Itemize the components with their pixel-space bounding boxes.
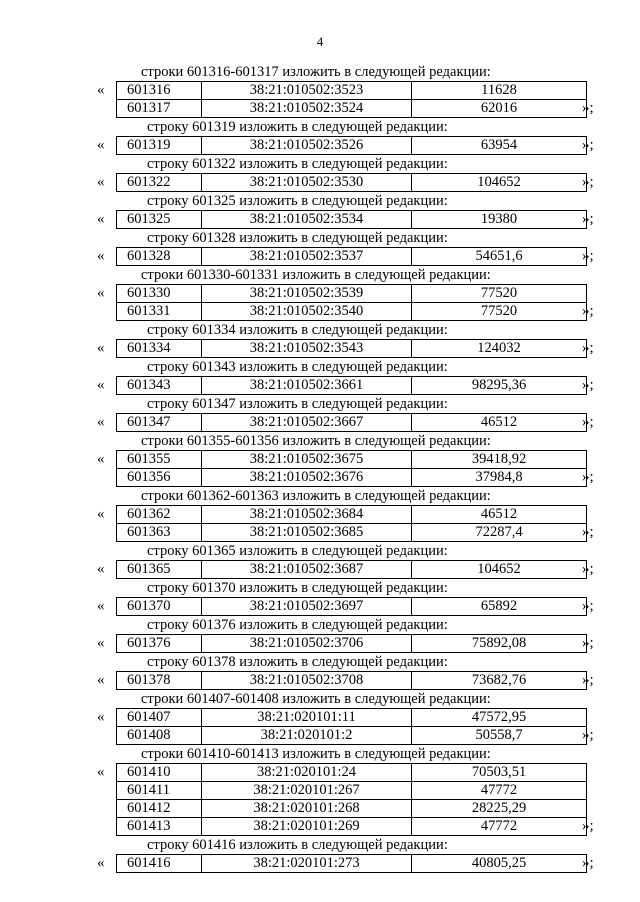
amendment-heading: строки 601316-601317 изложить в следующей редакции: xyxy=(141,64,491,80)
row-number-cell: 601416 xyxy=(117,855,202,873)
opening-quote: « xyxy=(97,635,105,651)
amendment-block xyxy=(0,119,640,155)
row-number-cell: 601319 xyxy=(117,137,202,155)
amendment-heading: строку 601365 изложить в следующей редакции: xyxy=(147,543,448,559)
amendment-heading: строки 601355-601356 изложить в следующей редакции: xyxy=(141,433,491,449)
amendment-block xyxy=(0,746,640,836)
amendment-table-wrapper xyxy=(97,763,594,836)
cadastral-number-cell: 38:21:010502:3537 xyxy=(202,248,412,266)
amendment-table xyxy=(116,173,587,192)
amendment-table xyxy=(116,671,587,690)
table-row xyxy=(117,598,587,616)
amendment-table-wrapper xyxy=(97,671,594,690)
row-number-cell: 601413 xyxy=(117,818,202,836)
row-number-cell: 601325 xyxy=(117,211,202,229)
opening-quote: « xyxy=(97,506,105,522)
amendment-heading: строку 601378 изложить в следующей редакции: xyxy=(147,654,448,670)
closing-quote: »; xyxy=(582,414,594,430)
amendment-table xyxy=(116,560,587,579)
amendment-block xyxy=(0,193,640,229)
amendment-table xyxy=(116,854,587,873)
row-number-cell: 601362 xyxy=(117,506,202,524)
table-row xyxy=(117,211,587,229)
row-number-cell: 601328 xyxy=(117,248,202,266)
amendment-table xyxy=(116,450,587,487)
amendment-block xyxy=(0,64,640,118)
table-row xyxy=(117,709,587,727)
amendment-table xyxy=(116,763,587,836)
row-number-cell: 601408 xyxy=(117,727,202,745)
row-number-cell: 601331 xyxy=(117,303,202,321)
value-cell: 73682,76 xyxy=(412,672,587,690)
table-row xyxy=(117,303,587,321)
amendment-block xyxy=(0,267,640,321)
closing-quote: »; xyxy=(582,672,594,688)
table-row xyxy=(117,340,587,358)
value-cell: 19380 xyxy=(412,211,587,229)
amendment-heading: строку 601325 изложить в следующей редакции: xyxy=(147,193,448,209)
value-cell: 37984,8 xyxy=(412,469,587,487)
cadastral-number-cell: 38:21:010502:3697 xyxy=(202,598,412,616)
value-cell: 77520 xyxy=(412,303,587,321)
opening-quote: « xyxy=(97,451,105,467)
row-number-cell: 601334 xyxy=(117,340,202,358)
value-cell: 47772 xyxy=(412,818,587,836)
amendment-block xyxy=(0,543,640,579)
amendment-table-wrapper xyxy=(97,505,594,542)
closing-quote: »; xyxy=(582,303,594,319)
table-row xyxy=(117,377,587,395)
table-row xyxy=(117,782,587,800)
value-cell: 104652 xyxy=(412,561,587,579)
row-number-cell: 601347 xyxy=(117,414,202,432)
cadastral-number-cell: 38:21:010502:3667 xyxy=(202,414,412,432)
amendment-heading: строку 601322 изложить в следующей редакции: xyxy=(147,156,448,172)
row-number-cell: 601317 xyxy=(117,100,202,118)
value-cell: 46512 xyxy=(412,414,587,432)
table-row xyxy=(117,248,587,266)
value-cell: 75892,08 xyxy=(412,635,587,653)
row-number-cell: 601376 xyxy=(117,635,202,653)
document-body xyxy=(0,63,640,873)
amendment-heading: строки 601407-601408 изложить в следующей редакции: xyxy=(141,691,491,707)
row-number-cell: 601410 xyxy=(117,764,202,782)
value-cell: 62016 xyxy=(412,100,587,118)
row-number-cell: 601370 xyxy=(117,598,202,616)
value-cell: 47572,95 xyxy=(412,709,587,727)
table-row xyxy=(117,469,587,487)
table-row xyxy=(117,635,587,653)
amendment-table-wrapper xyxy=(97,450,594,487)
table-row xyxy=(117,818,587,836)
amendment-block xyxy=(0,654,640,690)
opening-quote: « xyxy=(97,709,105,725)
amendment-table-wrapper xyxy=(97,173,594,192)
table-row xyxy=(117,82,587,100)
value-cell: 77520 xyxy=(412,285,587,303)
amendment-block xyxy=(0,359,640,395)
amendment-table xyxy=(116,505,587,542)
closing-quote: »; xyxy=(582,248,594,264)
amendment-table xyxy=(116,634,587,653)
page-number: 4 xyxy=(316,34,324,49)
amendment-table-wrapper xyxy=(97,634,594,653)
opening-quote: « xyxy=(97,248,105,264)
opening-quote: « xyxy=(97,174,105,190)
value-cell: 47772 xyxy=(412,782,587,800)
amendment-table xyxy=(116,210,587,229)
closing-quote: »; xyxy=(582,524,594,540)
cadastral-number-cell: 38:21:020101:24 xyxy=(202,764,412,782)
cadastral-number-cell: 38:21:020101:11 xyxy=(202,709,412,727)
amendment-table-wrapper xyxy=(97,854,594,873)
amendment-table-wrapper xyxy=(97,81,594,118)
closing-quote: »; xyxy=(582,211,594,227)
row-number-cell: 601322 xyxy=(117,174,202,192)
opening-quote: « xyxy=(97,137,105,153)
value-cell: 54651,6 xyxy=(412,248,587,266)
opening-quote: « xyxy=(97,764,105,780)
amendment-heading: строки 601362-601363 изложить в следующей редакции: xyxy=(141,488,491,504)
cadastral-number-cell: 38:21:010502:3540 xyxy=(202,303,412,321)
opening-quote: « xyxy=(97,598,105,614)
table-row xyxy=(117,414,587,432)
amendment-block xyxy=(0,433,640,487)
opening-quote: « xyxy=(97,672,105,688)
value-cell: 40805,25 xyxy=(412,855,587,873)
amendment-heading: строку 601416 изложить в следующей редакции: xyxy=(147,837,448,853)
closing-quote: »; xyxy=(582,469,594,485)
table-row xyxy=(117,800,587,818)
closing-quote: »; xyxy=(582,635,594,651)
amendment-table-wrapper xyxy=(97,339,594,358)
amendment-table-wrapper xyxy=(97,708,594,745)
cadastral-number-cell: 38:21:010502:3524 xyxy=(202,100,412,118)
amendment-block xyxy=(0,580,640,616)
amendment-table-wrapper xyxy=(97,376,594,395)
cadastral-number-cell: 38:21:010502:3526 xyxy=(202,137,412,155)
value-cell: 104652 xyxy=(412,174,587,192)
cadastral-number-cell: 38:21:010502:3543 xyxy=(202,340,412,358)
amendment-table xyxy=(116,284,587,321)
table-row xyxy=(117,137,587,155)
amendment-table xyxy=(116,708,587,745)
amendment-block xyxy=(0,488,640,542)
closing-quote: »; xyxy=(582,818,594,834)
table-row xyxy=(117,727,587,745)
amendment-heading: строки 601410-601413 изложить в следующей редакции: xyxy=(141,746,491,762)
cadastral-number-cell: 38:21:020101:273 xyxy=(202,855,412,873)
amendment-block xyxy=(0,617,640,653)
amendment-heading: строку 601343 изложить в следующей редакции: xyxy=(147,359,448,375)
value-cell: 72287,4 xyxy=(412,524,587,542)
value-cell: 11628 xyxy=(412,82,587,100)
amendment-table xyxy=(116,339,587,358)
closing-quote: »; xyxy=(582,340,594,356)
amendment-heading: строку 601347 изложить в следующей редакции: xyxy=(147,396,448,412)
amendment-block xyxy=(0,230,640,266)
amendment-block xyxy=(0,396,640,432)
table-row xyxy=(117,451,587,469)
closing-quote: »; xyxy=(582,137,594,153)
row-number-cell: 601330 xyxy=(117,285,202,303)
amendment-table-wrapper xyxy=(97,136,594,155)
amendment-heading: строки 601330-601331 изложить в следующей редакции: xyxy=(141,267,491,283)
amendment-table-wrapper xyxy=(97,560,594,579)
cadastral-number-cell: 38:21:010502:3706 xyxy=(202,635,412,653)
value-cell: 98295,36 xyxy=(412,377,587,395)
row-number-cell: 601343 xyxy=(117,377,202,395)
value-cell: 46512 xyxy=(412,506,587,524)
row-number-cell: 601363 xyxy=(117,524,202,542)
amendment-heading: строку 601319 изложить в следующей редакции: xyxy=(147,119,448,135)
value-cell: 124032 xyxy=(412,340,587,358)
row-number-cell: 601365 xyxy=(117,561,202,579)
closing-quote: »; xyxy=(582,598,594,614)
value-cell: 28225,29 xyxy=(412,800,587,818)
amendment-table xyxy=(116,81,587,118)
cadastral-number-cell: 38:21:010502:3675 xyxy=(202,451,412,469)
cadastral-number-cell: 38:21:010502:3534 xyxy=(202,211,412,229)
value-cell: 70503,51 xyxy=(412,764,587,782)
amendment-table-wrapper xyxy=(97,247,594,266)
cadastral-number-cell: 38:21:010502:3676 xyxy=(202,469,412,487)
cadastral-number-cell: 38:21:010502:3708 xyxy=(202,672,412,690)
closing-quote: »; xyxy=(582,855,594,871)
cadastral-number-cell: 38:21:020101:268 xyxy=(202,800,412,818)
cadastral-number-cell: 38:21:020101:269 xyxy=(202,818,412,836)
opening-quote: « xyxy=(97,211,105,227)
row-number-cell: 601411 xyxy=(117,782,202,800)
amendment-block xyxy=(0,156,640,192)
amendment-block xyxy=(0,691,640,745)
amendment-table-wrapper xyxy=(97,597,594,616)
table-row xyxy=(117,524,587,542)
value-cell: 63954 xyxy=(412,137,587,155)
closing-quote: »; xyxy=(582,727,594,743)
opening-quote: « xyxy=(97,561,105,577)
opening-quote: « xyxy=(97,285,105,301)
amendment-table-wrapper xyxy=(97,210,594,229)
row-number-cell: 601407 xyxy=(117,709,202,727)
opening-quote: « xyxy=(97,377,105,393)
table-row xyxy=(117,764,587,782)
cadastral-number-cell: 38:21:010502:3684 xyxy=(202,506,412,524)
amendment-table-wrapper xyxy=(97,284,594,321)
closing-quote: »; xyxy=(582,561,594,577)
closing-quote: »; xyxy=(582,100,594,116)
opening-quote: « xyxy=(97,82,105,98)
amendment-table-wrapper xyxy=(97,413,594,432)
table-row xyxy=(117,285,587,303)
cadastral-number-cell: 38:21:020101:267 xyxy=(202,782,412,800)
opening-quote: « xyxy=(97,340,105,356)
amendment-heading: строку 601334 изложить в следующей редакции: xyxy=(147,322,448,338)
amendment-table xyxy=(116,413,587,432)
table-row xyxy=(117,174,587,192)
opening-quote: « xyxy=(97,414,105,430)
amendment-table xyxy=(116,597,587,616)
cadastral-number-cell: 38:21:010502:3530 xyxy=(202,174,412,192)
table-row xyxy=(117,100,587,118)
cadastral-number-cell: 38:21:010502:3661 xyxy=(202,377,412,395)
amendment-heading: строку 601328 изложить в следующей редакции: xyxy=(147,230,448,246)
row-number-cell: 601316 xyxy=(117,82,202,100)
cadastral-number-cell: 38:21:010502:3685 xyxy=(202,524,412,542)
amendment-table xyxy=(116,376,587,395)
amendment-block xyxy=(0,322,640,358)
table-row xyxy=(117,672,587,690)
cadastral-number-cell: 38:21:010502:3539 xyxy=(202,285,412,303)
closing-quote: »; xyxy=(582,377,594,393)
amendment-table xyxy=(116,136,587,155)
amendment-heading: строку 601370 изложить в следующей редакции: xyxy=(147,580,448,596)
amendment-block xyxy=(0,837,640,873)
table-row xyxy=(117,855,587,873)
row-number-cell: 601355 xyxy=(117,451,202,469)
value-cell: 39418,92 xyxy=(412,451,587,469)
amendment-table xyxy=(116,247,587,266)
amendment-heading: строку 601376 изложить в следующей редакции: xyxy=(147,617,448,633)
row-number-cell: 601378 xyxy=(117,672,202,690)
cadastral-number-cell: 38:21:010502:3687 xyxy=(202,561,412,579)
table-row xyxy=(117,561,587,579)
value-cell: 65892 xyxy=(412,598,587,616)
closing-quote: »; xyxy=(582,174,594,190)
cadastral-number-cell: 38:21:020101:2 xyxy=(202,727,412,745)
value-cell: 50558,7 xyxy=(412,727,587,745)
opening-quote: « xyxy=(97,855,105,871)
table-row xyxy=(117,506,587,524)
row-number-cell: 601412 xyxy=(117,800,202,818)
cadastral-number-cell: 38:21:010502:3523 xyxy=(202,82,412,100)
row-number-cell: 601356 xyxy=(117,469,202,487)
